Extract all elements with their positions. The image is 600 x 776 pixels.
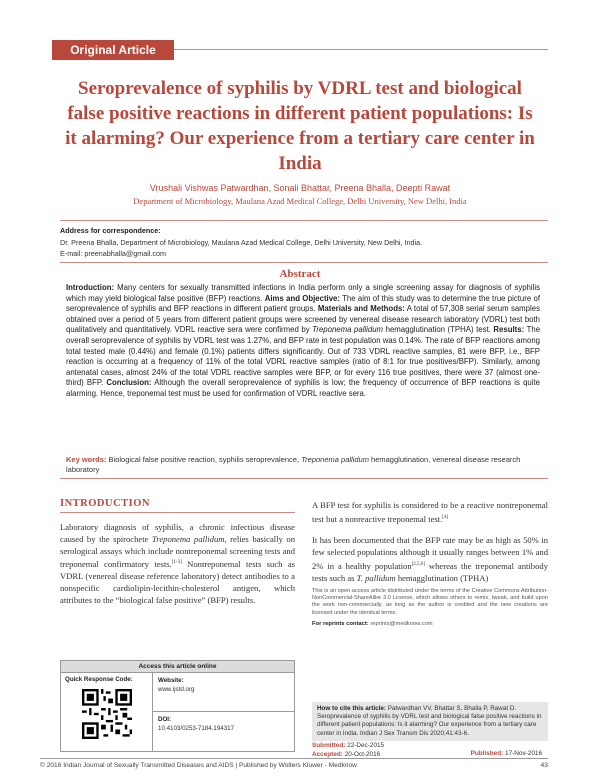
correspondence-block [60,220,548,260]
abstract-conclusion-label: Conclusion: [106,378,152,388]
abstract-intro: Many centers for sexually transmitted infections in India perform only a single screening assay for diagnosis of syphilis which may yield biological false positive (BFP) reactions. [66,283,540,303]
abstract-conclusion: Although the overall seroprevalence of syphilis is low; the frequency of occurrence of BFP reactions is quite alarming. Hence, treponemal test must be used for confirmation of VDRL reactive sera. [66,378,540,398]
correspondence-email: E-mail: preenabhalla@gmail.com [60,249,166,258]
keywords-italic: Treponema pallidum [301,455,369,464]
accepted-value: 20-Oct-2016 [344,750,381,758]
intro-paragraph-3 [312,535,548,584]
reprints-email[interactable]: reprints@medknow.com [370,621,433,628]
abstract-results: The overall seroprevalence of syphilis by VDRL test was 1.27%, and BFP rate in test population was 0.14%. The rate of BFP reactions among total tested male (0.44%) and female (0.1%) patients differs significantly. Out of 733 VDRL reactive samples, 81 were BFP, i.e., BFP reaction is occurring at a frequency of 11% of the total VDRL reactive samples (ratio of 8:1 for true positives/BFP). Similarly, among antenatal cases, almost 24% of the total VDRL reactive samples were BFP, or for every 116 true positives, there were 37 (almost one-third) BFP. [66,325,541,388]
license-note: This is an open access article distributed under the terms of the Creative Commons Attribution-NonCommercial-ShareAlike 3.0 License, which allows others to remix, tweak, and build upon the work non-commercially, as long as the author is credited and the new creations are licensed under the identical terms. [312,587,548,616]
access-details [153,673,294,751]
keywords-rule [60,478,548,479]
citation-box [312,702,548,741]
website-cell [153,673,294,712]
published-value: 17-Nov-2016 [505,750,542,757]
citation-text: Patwardhan VV, Bhattar S, Bhalla P, Rawat D. Seroprevalence of syphilis by VDRL test and biological false positive reactions in different patient populations: Is it alarming? Our experience from a tertiary care center in India. Indian J Sex Transm Dis 2020;41:43-6. [317,705,542,737]
abstract-aim: The aim of this study was to determine the true picture of seroprevalence of syphilis and BFP reactions in different patient groups. [66,293,541,314]
website-link[interactable]: www.ijstd.org [158,686,195,693]
footer-rule [40,758,548,759]
abstract-body [66,283,540,400]
accepted-label: Accepted: [312,750,343,758]
abstract-aim-label: Aims and Objective: [264,293,340,303]
page-number: 43 [540,762,548,769]
footer-copyright: © 2016 Indian Journal of Sexually Transmitted Diseases and AIDS | Published by Wolters Kluwer - Medknow [40,762,357,769]
intro-paragraph-1 [60,522,295,606]
keywords-label: Key words: [66,455,107,464]
keywords-text-end: hemagglutination, venereal disease research laboratory [66,455,521,474]
intro-p3-text-3: hemagglutination (TPHA) [397,572,489,583]
abstract-intro-label: Introduction: [66,283,115,292]
reprints-label: For reprints contact: [312,621,369,628]
intro-p3-text: It has been documented that the BFP rate may be as high as 50% in few selected populations although it usually ranges between 1% and 2% in a healthy population [312,535,548,571]
intro-p3-text-2: whereas the treponemal antibody tests such as [312,560,548,583]
citation-label: How to cite this article: [317,705,386,712]
abstract-results-label: Results: [493,325,525,335]
article-dates [312,742,548,759]
abstract-heading: Abstract [279,268,321,280]
intro-p2-text: A BFP test for syphilis is considered to be a reactive nontreponemal test but a nonreactive treponemal test. [312,500,548,524]
correspondence-address: Dr. Preena Bhalla, Department of Microbiology, Maulana Azad Medical College, Delhi University, New Delhi, India. [60,237,423,247]
qr-code-icon[interactable] [82,689,132,739]
reprints-line [312,621,548,627]
abstract-methods-italic: Treponema pallidum [312,325,384,335]
intro-p1-italic: Treponema pallidum [152,533,225,544]
intro-paragraph-2 [312,500,548,525]
correspondence-rule [60,262,548,263]
right-column [312,500,548,627]
intro-p3-ref[interactable]: [2,5,6] [411,562,425,568]
doi-link[interactable]: 10.4103/0253-7184.194317 [158,725,235,732]
article-title: Seroprevalence of syphilis by VDRL test and biological false positive reactions in different patient populations: Is it alarming? Our experience from a tertiary care center in India [65,78,535,174]
intro-p3-italic: T. pallidum [356,572,396,583]
affiliation: Department of Microbiology, Maulana Azad Medical College, Delhi University, New Delhi, India [133,196,467,206]
left-column [60,498,295,606]
access-online-box [60,660,295,752]
abstract-methods: A total of 57,308 serial serum samples obtained over a period of 5 years from different patient groups were screened by venereal disease research laboratory (VDRL) test both qualitatively and quantitatively. VDRL reactive sera were confirmed by [66,304,540,335]
submitted-label: Submitted: [312,742,346,749]
author-list: Vrushali Vishwas Patwardhan, Sonali Bhattar, Preena Bhalla, Deepti Rawat [149,183,451,193]
intro-p2-ref[interactable]: [4] [442,514,449,520]
intro-p1-text: Laboratory diagnosis of syphilis, a chronic infectious disease caused by the spirochete [60,522,295,544]
website-label: Website: [158,677,184,684]
qr-cell [61,673,153,751]
keywords-text: Biological false positive reaction, syphilis seroprevalence, [108,455,300,464]
submitted-value: 22-Dec-2015 [347,742,385,749]
published-label: Published: [470,750,504,757]
header-rule [174,49,548,50]
intro-p1-text-2: , relies basically on serological assays which include nontreponemal screening tests and treponemal confirmatory tests. [60,533,296,570]
doi-label: DOI: [158,716,172,723]
intro-p1-text-3: Nontreponemal tests such as VDRL (venereal disease reference laboratory) detect antibodies to a nonspecific cardiolipin-lecithin-cholesterol antigen, which attributes to the “biological false positive” (BFP) results. [60,559,295,605]
abstract-methods-end: hemagglutination (TPHA) test. [385,325,491,335]
intro-p1-ref[interactable]: [1-3] [171,560,182,566]
keywords [66,455,540,475]
abstract-methods-label: Materials and Methods: [317,304,405,314]
correspondence-heading: Address for correspondence: [60,226,161,235]
qr-label: Quick Response Code: [65,676,133,683]
introduction-heading: INTRODUCTION [60,498,295,513]
doi-cell [153,712,294,751]
access-heading: Access this article online [61,661,294,673]
section-tag: Original Article [52,40,174,60]
